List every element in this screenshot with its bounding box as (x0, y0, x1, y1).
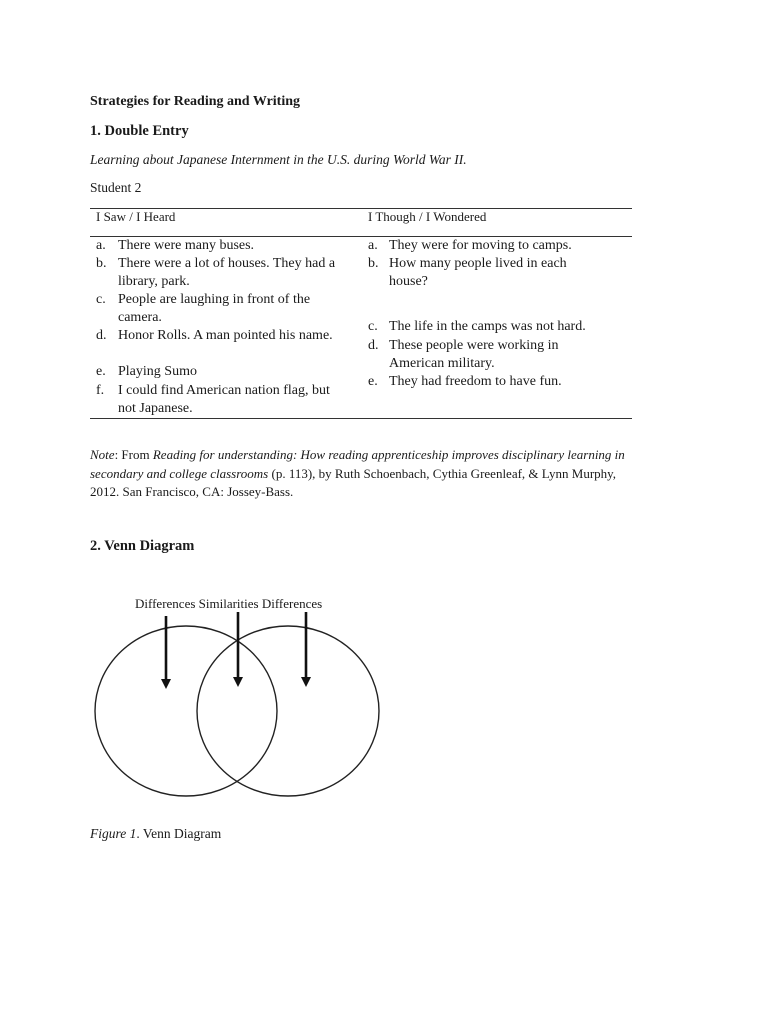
list-item-label: c. (368, 319, 378, 334)
list-item-text: There were many buses. (118, 238, 255, 253)
list-item-text: The life in the camps was not hard. (389, 319, 586, 334)
list-item-text: How many people lived in each (389, 256, 567, 271)
list-item-text: I could find American nation flag, but (118, 383, 330, 398)
list-item (96, 382, 362, 418)
list-item-text: These people were working in (389, 338, 559, 353)
note-from: : From (114, 447, 153, 462)
list-item-text: People are laughing in front of the (118, 292, 311, 307)
list-item (96, 255, 362, 291)
list-item-label: b. (96, 256, 107, 271)
list-item-text: American military. (389, 356, 495, 371)
list-item-text: house? (389, 274, 428, 289)
list-item-label: c. (96, 292, 106, 307)
list-item-label: d. (368, 338, 379, 353)
venn-diagram (80, 600, 400, 800)
list-item-label: e. (96, 364, 106, 379)
venn-right-circle (197, 626, 379, 796)
list-item-label: f. (96, 383, 105, 398)
note-prefix: Note (90, 447, 115, 462)
document-title: Strategies for Reading and Writing (90, 94, 301, 109)
list-item (368, 255, 628, 291)
list-item-text: Honor Rolls. A man pointed his name. (118, 328, 333, 343)
list-item (368, 318, 628, 336)
note-book-title-2: secondary and college classrooms (90, 465, 269, 481)
list-item-text: library, park. (118, 274, 190, 289)
figure-caption-prefix: Figure 1 (90, 826, 137, 841)
list-item-label: b. (368, 256, 379, 271)
list-item-text: Playing Sumo (118, 364, 197, 379)
section-heading-double-entry: 1. Double Entry (90, 123, 189, 139)
list-item (96, 327, 362, 345)
list-item (96, 237, 362, 255)
note-book-title-1: Reading for understanding: How reading apprenticeship improves disciplinary learning in (152, 447, 625, 462)
note-line3: 2012. San Francisco, CA: Jossey-Bass. (90, 484, 294, 499)
list-item-label: a. (96, 238, 106, 253)
list-item-text: There were a lot of houses. They had a (118, 256, 336, 271)
figure-caption (90, 826, 221, 842)
list-item-text: camera. (118, 310, 162, 325)
list-item-text: They had freedom to have fun. (389, 374, 562, 389)
list-item-label: d. (96, 328, 107, 343)
table-bottom-rule (90, 418, 632, 419)
list-item-label: e. (368, 374, 378, 389)
list-item (96, 291, 362, 327)
column-header-saw-heard: I Saw / I Heard (96, 209, 176, 224)
figure-caption-text: . Venn Diagram (136, 826, 222, 841)
section-heading-venn-diagram: 2. Venn Diagram (90, 538, 195, 554)
list-item (368, 373, 628, 391)
list-item-label: a. (368, 238, 378, 253)
venn-labels: Differences Similarities Differences (135, 596, 323, 611)
venn-left-circle (95, 626, 277, 796)
section-subtitle: Learning about Japanese Internment in the U.S. during World War II. (90, 152, 467, 167)
list-item-text: not Japanese. (118, 401, 193, 416)
student-label: Student 2 (90, 180, 142, 195)
citation-note (90, 446, 680, 502)
list-item-text: They were for moving to camps. (389, 238, 572, 253)
list-item (368, 237, 628, 255)
list-item (96, 363, 362, 381)
list-item (368, 337, 628, 373)
note-after-title: (p. 113), by Ruth Schoenbach, Cythia Greenleaf, & Lynn Murphy, (268, 465, 617, 481)
column-header-thought-wondered: I Though / I Wondered (368, 209, 487, 224)
